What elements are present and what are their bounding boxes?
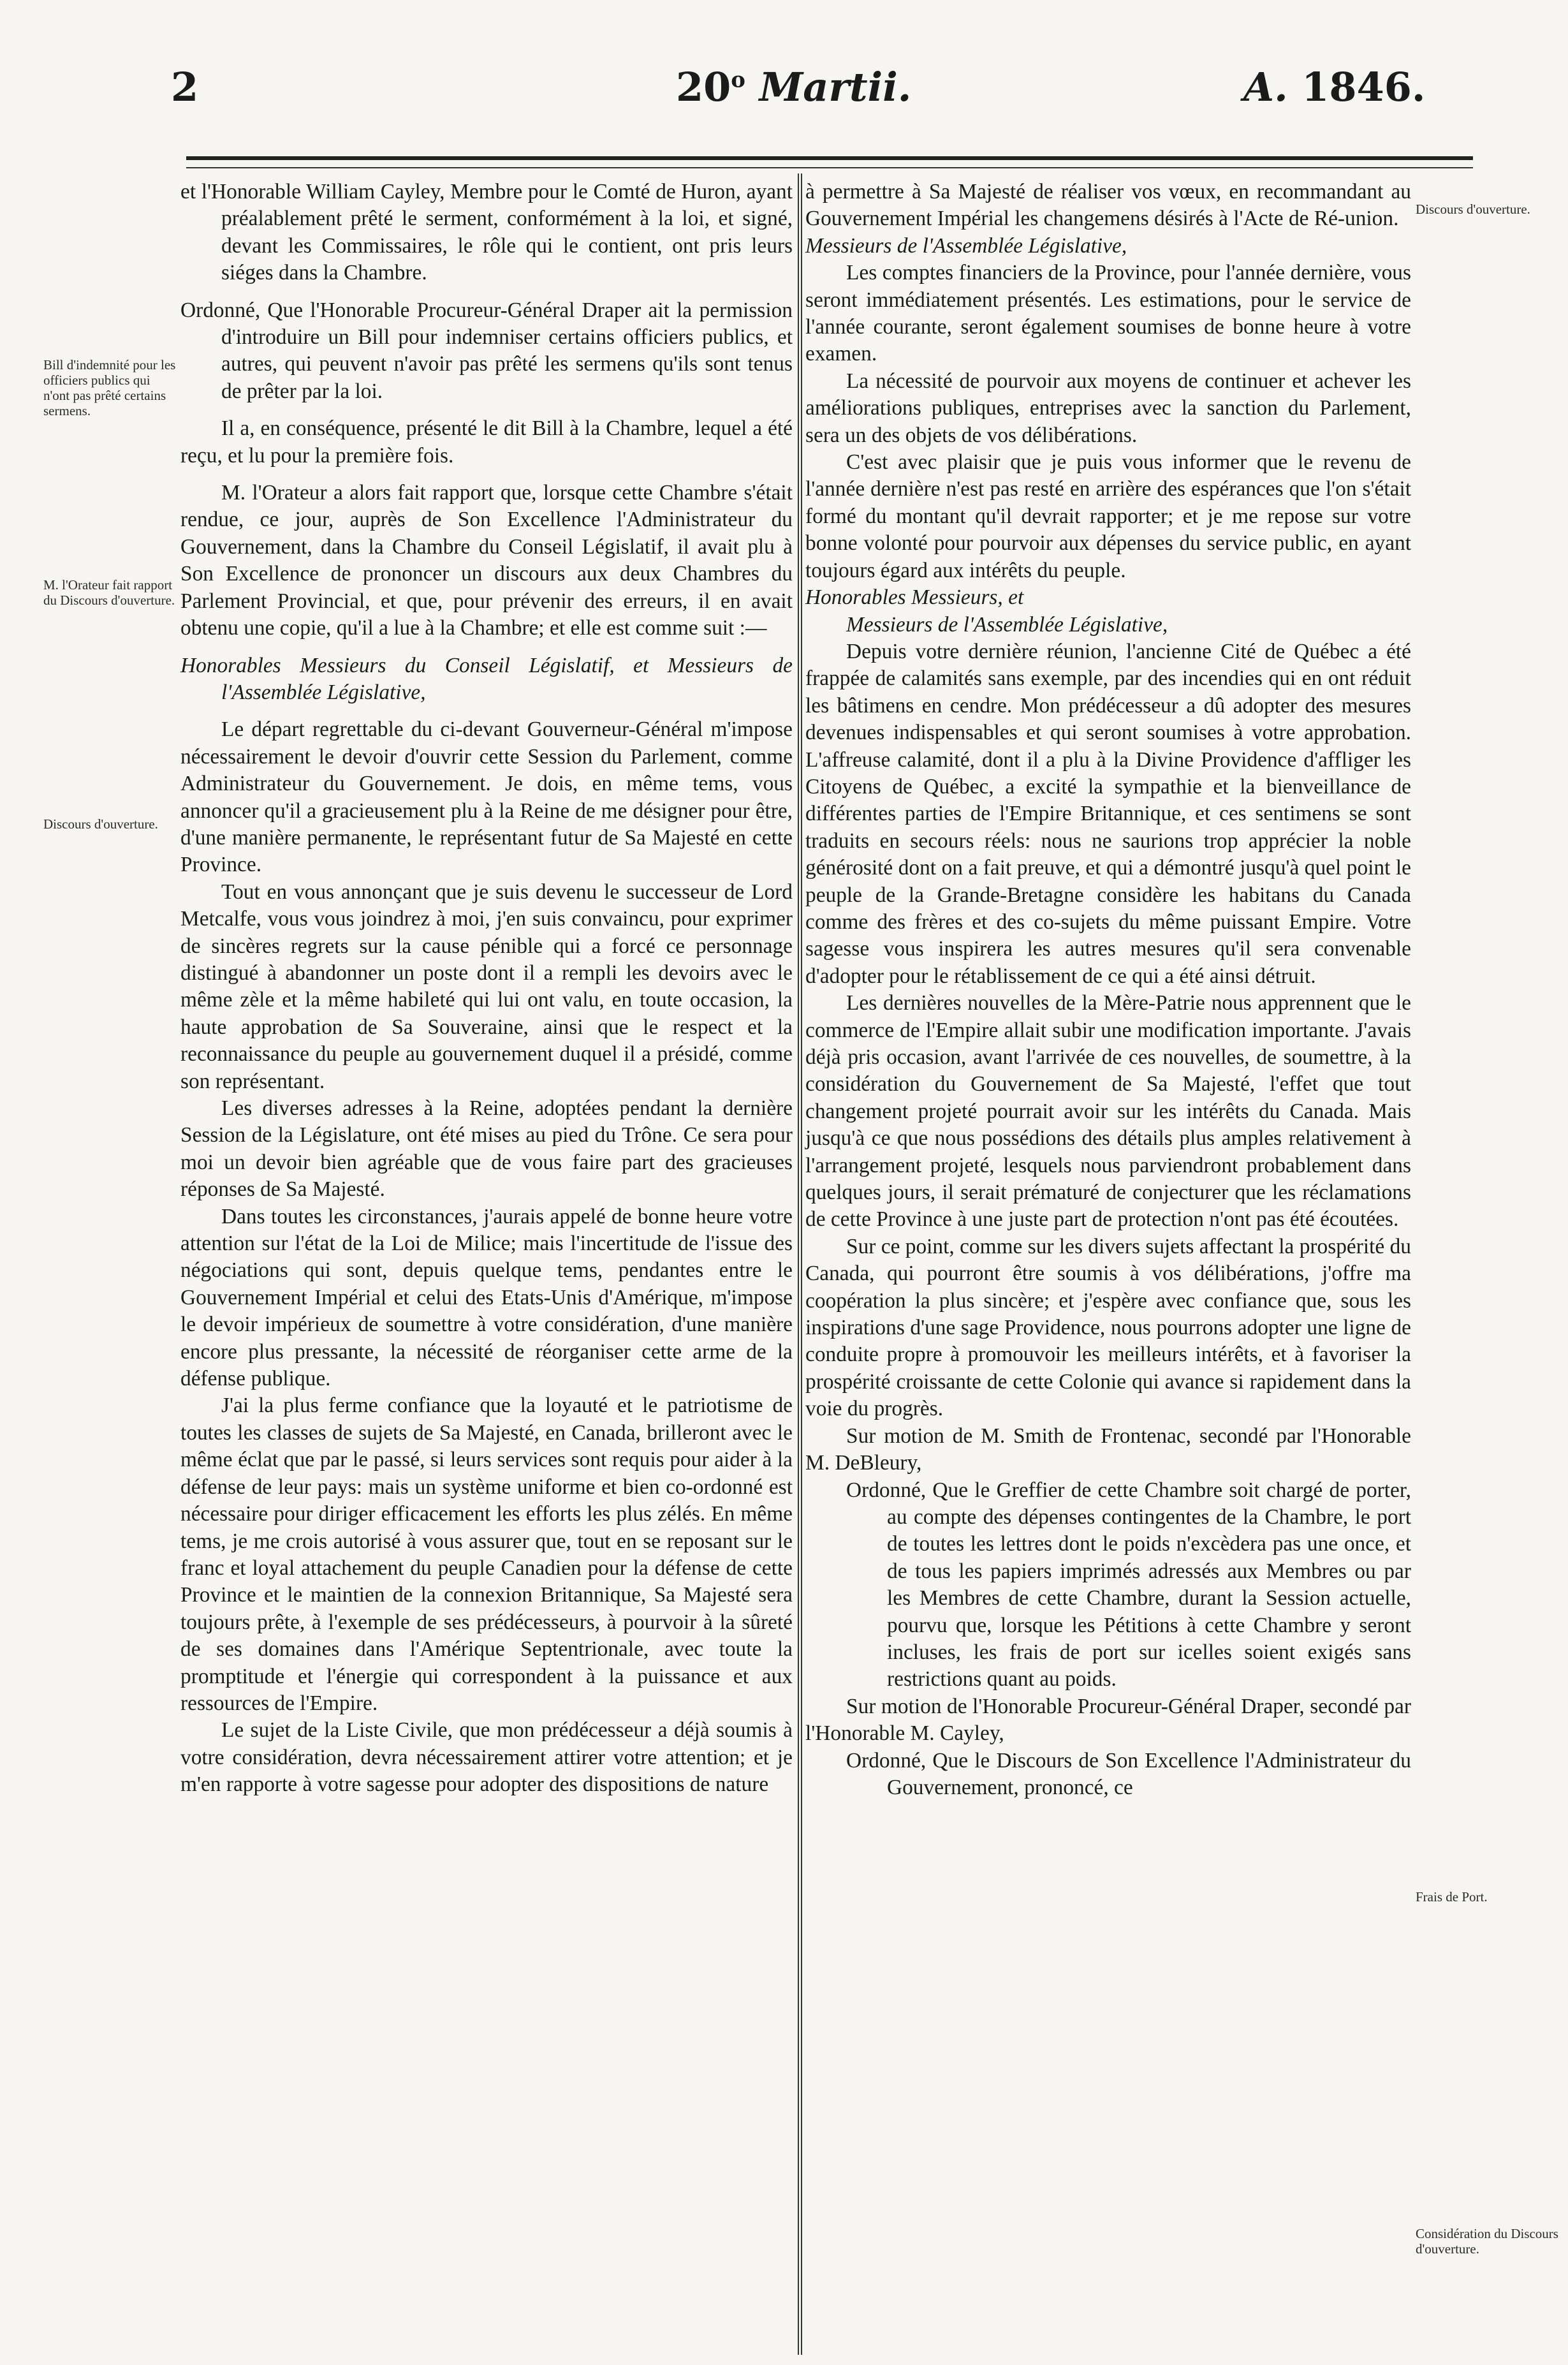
right-column <box>805 179 1411 1801</box>
page-header <box>0 64 1568 121</box>
paragraph: M. l'Orateur a alors fait rapport que, lorsque cette Chambre s'était rendue, ce jour, auprès de Son Excellence l'Administrateur du Gouvernement, dans la Chambre du Conseil Législatif, il avait plu à Son Excellence de prononcer un discours aux deux Chambres du Parlement Provincial, et que, pour prévenir des erreurs, il en avait obtenu une copie, qu'il a lue à la Chambre; et elle est comme suit :— <box>180 481 793 640</box>
paragraph: Sur motion de l'Honorable Procureur-Général Draper, secondé par l'Honorable M. Cayley, <box>805 1694 1411 1746</box>
paragraph: Sur ce point, comme sur les divers sujets affectant la prospérité du Canada, qui pourront être soumis à vos délibérations, j'offre ma coopération la plus sincère; et j'espère avec confiance que, sous les inspirations d'une sage Providence, nous pourrons adopter une ligne de conduite propre à promouvoir les meilleurs intérêts, et à favoriser la prospérité croissante de cette Colonie qui avance si rapidement dans la voie du progrès. <box>805 1234 1411 1421</box>
section-heading: Messieurs de l'Assemblée Législative, <box>805 233 1127 258</box>
margin-note-discours-right: Discours d'ouverture. <box>1416 202 1530 217</box>
paragraph: La nécessité de pourvoir aux moyens de continuer et achever les améliorations publiques, entreprises avec la sanction du Parlement, sera un des objets de vos délibérations. <box>805 369 1411 447</box>
paragraph: Ordonné, Que le Greffier de cette Chambre soit chargé de porter, au compte des dépenses contingentes de la Chambre, le port de toutes les lettres dont le poids n'excèdera pas une once, et de tous les papiers imprimés adressés aux Membres ou par les Membres de cette Chambre, durant la Session actuelle, pourvu que, lorsque les Pétitions à cette Chambre y seront incluses, les frais de port sur icelles soient exigés sans restrictions quant au poids. <box>846 1478 1411 1691</box>
paragraph: Tout en vous annonçant que je suis devenu le successeur de Lord Metcalfe, vous vous joindrez à moi, j'en suis convaincu, pour exprimer de sincères regrets sur la cause pénible qui a forcé ce personnage distingué à abandonner un poste dont il a rempli les devoirs avec le même zèle et la même habileté qui lui ont valu, en toute occasion, la haute approbation de Sa Souveraine, ainsi que le respect et la reconnaissance du peuple au gouvernement duquel il a présidé, comme son représentant. <box>180 880 793 1093</box>
left-column <box>180 179 793 1799</box>
margin-note-bill: Bill d'indemnité pour les officiers publics qui n'ont pas prêté certains sermens. <box>43 357 176 418</box>
paragraph: Ordonné, Que le Discours de Son Excellence l'Administrateur du Gouvernement, prononcé, ce <box>846 1748 1411 1799</box>
header-rule-thick <box>186 156 1473 160</box>
paragraph: Depuis votre dernière réunion, l'ancienne Cité de Québec a été frappée de calamités sans exemple, par des incendies qui en ont réduit les bâtimens en cendre. Mon prédécesseur a dû adopter des mesures devenues indispensables et qui seront soumises à votre approbation. L'affreuse calamité, dont il a plu à la Divine Providence d'affliger les Citoyens de Québec, a excité la sympathie et la bienveillance de différentes parties de l'Empire Britannique, et ces sentimens se sont traduits en secours réels: nous ne saurions trop apprécier la noble générosité dont on a fait preuve, et qui a démontré jusqu'à quel point le peuple de la Grande-Bretagne considère les habitans du Canada comme des frères et des co-sujets du même puissant Empire. Votre sagesse vous inspirera les autres mesures qu'il sera convenable d'adopter pour le rétablissement de ce qui a été ainsi détruit. <box>805 639 1411 988</box>
paragraph: Les dernières nouvelles de la Mère-Patrie nous apprennent que le commerce de l'Empire allait subir une modification importante. J'avais déjà pris occasion, avant l'arrivée de ces nouvelles, de soumettre, à la considération du Gouvernement de Sa Majesté, l'effet que tout changement projeté pourrait avoir sur les intérêts du Canada. Mais jusqu'à ce que nous possédions des détails plus amples relativement à l'arrangement projeté, lesquels nous parviendront probablement dans quelques jours, il serait prématuré de conjecturer que les réclamations de cette Province à une juste part de protection n'ont pas été écoutées. <box>805 991 1411 1232</box>
paragraph: Il a, en conséquence, présenté le dit Bill à la Chambre, lequel a été reçu, et lu pour la première fois. <box>180 416 793 468</box>
paragraph: Dans toutes les circonstances, j'aurais appelé de bonne heure votre attention sur l'état de la Loi de Milice; mais l'incertitude de l'issue des négociations qui sont, depuis quelque tems, pendantes entre le Gouvernement Impérial et celui des Etats-Unis d'Amérique, m'impose le devoir impérieux de soumettre à votre considération, d'une manière encore plus pressante, la nécessité de réorganiser cette arme de la défense publique. <box>180 1204 793 1391</box>
margin-note-frais-de-port: Frais de Port. <box>1416 1889 1488 1905</box>
margin-note-consideration: Considération du Discours d'ouverture. <box>1416 2226 1558 2257</box>
header-date: 20$^o$ Martii. <box>676 64 912 110</box>
paragraph: Sur motion de M. Smith de Frontenac, secondé par l'Honorable M. DeBleury, <box>805 1424 1411 1475</box>
paragraph: Les comptes financiers de la Province, pour l'année dernière, vous seront immédiatement présentés. Les estimations, pour le service de l'année courante, seront également soumises de bonne heure à votre examen. <box>805 261 1411 366</box>
paragraph: Les diverses adresses à la Reine, adoptées pendant la dernière Session de la Législature, ont été mises au pied du Trône. Ce sera pour moi un devoir bien agréable que de vous faire part des gracieuses réponses de Sa Majesté. <box>180 1096 793 1202</box>
margin-note-discours: Discours d'ouverture. <box>43 816 158 832</box>
column-divider <box>798 173 799 2355</box>
paragraph: C'est avec plaisir que je puis vous informer que le revenu de l'année dernière n'est pas resté en arrière des espérances que l'on s'était formé du montant qu'il devrait rapporter; et je me repose sur votre bonne volonté pour pourvoir aux dépenses du service public, en ayant toujours égard aux intérêts du peuple. <box>805 450 1411 582</box>
address-heading: Honorables Messieurs du Conseil Législatif, et Messieurs de l'Assemblée Législative, <box>180 653 793 704</box>
header-year: A. 1846. <box>1243 64 1426 110</box>
page-number: 2 <box>171 64 199 110</box>
paragraph: à permettre à Sa Majesté de réaliser vos vœux, en recommandant au Gouvernement Impérial les changemens désirés à l'Acte de Ré-union. <box>805 180 1411 231</box>
paragraph: Ordonné, Que l'Honorable Procureur-Général Draper ait la permission d'introduire un Bill pour indemniser certains officiers publics, et autres, qui peuvent n'avoir pas prêté les sermens qu'ils sont tenus de prêter par la loi. <box>180 298 793 403</box>
paragraph: J'ai la plus ferme confiance que la loyauté et le patriotisme de toutes les classes de sujets de Sa Majesté, en Canada, brilleront avec le même éclat que par le passé, si leurs services sont requis pour aider à la défense de leur pays: mais un système uniforme et bien co-ordonné est nécessaire pour diriger efficacement les efforts les plus zélés. En même tems, je me crois autorisé à vous assurer que, tout en se reposant sur le franc et loyal attachement du peuple Canadien pour la défense de cette Province et le maintien de la connexion Britannique, Sa Majesté sera toujours prête, à l'exemple de ses prédécesseurs, à pourvoir à la sûreté de ses domaines dans l'Amérique Septentrionale, avec toute la promptitude et l'énergie qui correspondent à la puissance et aux ressources de l'Empire. <box>180 1394 793 1715</box>
header-rule-thin <box>186 167 1473 168</box>
paragraph: et l'Honorable William Cayley, Membre pour le Comté de Huron, ayant préalablement prêté le serment, conformément à la loi, et signé, devant les Commissaires, le rôle qui le contient, ont pris leurs siéges dans la Chambre. <box>180 180 793 285</box>
paragraph: Le sujet de la Liste Civile, que mon prédécesseur a déjà soumis à votre considération, devra nécessairement attirer votre attention; et je m'en rapporte à votre sagesse pour adopter des dispositions de nature <box>180 1718 793 1797</box>
section-heading: Messieurs de l'Assemblée Législative, <box>846 612 1168 637</box>
paragraph: Le départ regrettable du ci-devant Gouverneur-Général m'impose nécessairement le devoir d'ouvrir cette Session du Parlement, comme Administrateur du Gouvernement. Je dois, en même tems, vous annoncer qu'il a gracieusement plu à la Reine de me désigner pour être, d'une manière permanente, le représentant futur de Sa Majesté en cette Province. <box>180 718 793 877</box>
margin-note-orateur: M. l'Orateur fait rapport du Discours d'ouverture. <box>43 577 175 608</box>
column-divider-inner <box>801 173 802 2355</box>
section-heading: Honorables Messieurs, et <box>805 586 1024 610</box>
